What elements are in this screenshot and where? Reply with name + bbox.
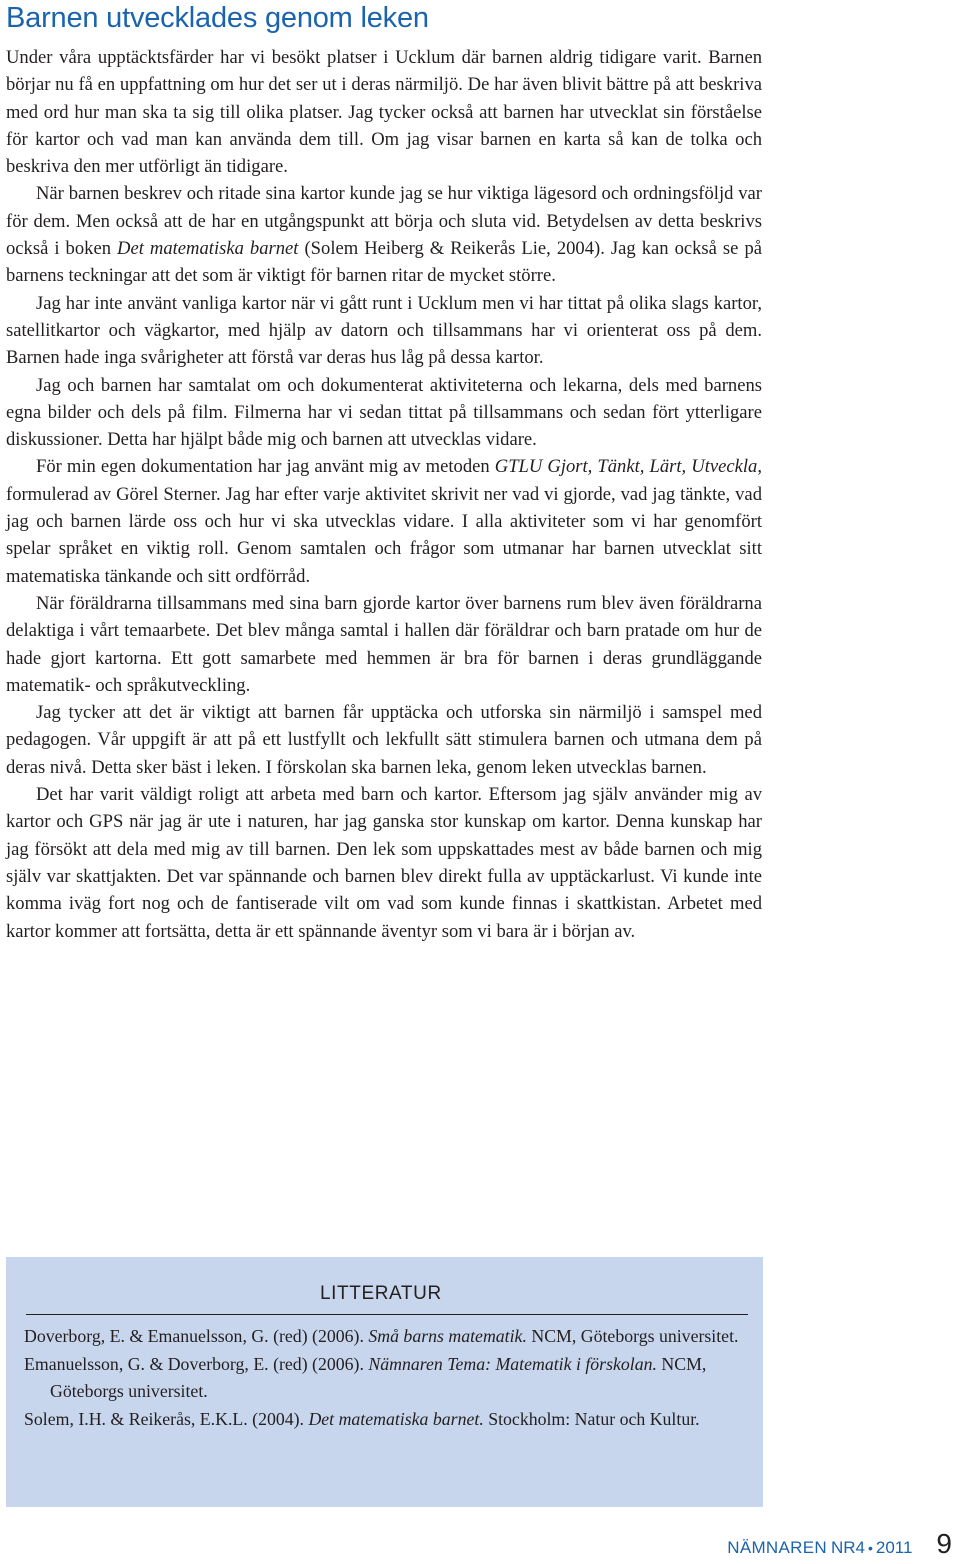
reference-title: Det matematiska barnet. [308,1409,484,1429]
paragraph-6: När föräldrarna tillsammans med sina barn gjorde kartor över barnens rum blev även föräldrarna delaktiga i vårt temaarbete. Det blev många samtal i hallen där föräldrar och barn pratade om hur de hade gjort kartorna. Ett gott samarbete med hemmen är bra för barnen i deras grundläggande matematik- och språkutveckling. [6,592,762,696]
paragraph-5-tail: , formulerad av Görel Sterner. Jag har efter varje aktivitet skrivit ner vad vi gjorde, vad jag tänkte, vad jag och barnen lärde oss och hur vi ska utvecklas vidare. I alla aktiviteter som vi har genomfört spelar språket en viktig roll. Genom samtalen och frågor som utmanar har barnen utvecklat sitt matematiska tänkande och sitt ordförråd. [6,456,762,587]
reference-title: Små barns matematik. [368,1326,527,1346]
magazine-name: NÄMNAREN [727,1538,827,1557]
paragraph-5 [6,453,762,589]
reference-item [24,1323,744,1350]
method-name-italic: GTLU Gjort, Tänkt, Lärt, Utveckla [494,456,758,478]
literature-box [6,1257,763,1507]
paragraph-2 [6,180,762,289]
paragraph-7: Jag tycker att det är viktigt att barnen får upptäcka och utforska sin närmiljö i samspel med pedagogen. Vår uppgift är att på ett lustfyllt och lekfullt sätt stimulera barnen och utmana dem på deras nivå. Detta sker bäst i leken. I förskolan ska barnen leka, genom leken utvecklas barnen. [6,702,762,778]
paragraph-2-text: När barnen beskrev och ritade sina kartor kunde jag se hur viktiga lägesord och ordningsföljd var för dem. Men också att de har en utgångspunkt att börja och sluta vid. Betydelsen av detta beskrivs också i boken [6,183,762,260]
reference-authors: Doverborg, E. & Emanuelsson, G. (red) (2006). [24,1326,369,1346]
reference-authors: Solem, I.H. & Reikerås, E.K.L. (2004). [24,1409,309,1429]
reference-item [24,1406,744,1433]
issue-number: NR4 [830,1538,865,1557]
article-heading: Barnen utvecklades genom leken [6,2,429,34]
paragraph-4: Jag och barnen har samtalat om och dokumenterat aktiviteterna och lekarna, dels med barnens egna bilder och dels på film. Filmerna har vi sedan tittat på tillsammans och sedan fört ytterligare diskussioner. Detta har hjälpt både mig och barnen att utvecklas vidare. [6,374,762,451]
separator-dot-icon: • [867,1540,873,1556]
book-title-italic: Det matematiska barnet [117,238,299,260]
reference-item [24,1351,744,1405]
paragraph-5-text: För min egen dokumentation har jag använt mig av metoden [36,456,495,478]
reference-publisher: Stockholm: Natur och Kultur. [483,1409,700,1429]
paragraph-8: Det har varit väldigt roligt att arbeta med barn och kartor. Eftersom jag själv använder mig av kartor och GPS när jag är ute i naturen, har jag ganska stor kunskap om kartor. Denna kunskap har jag försökt att dela med mig av till barnen. Den lek som uppskattades mest av både barnen och mig själv var skattjakten. Det var spännande och barnen blev direkt fulla av upptäckarlust. Vi kunde inte komma iväg fort nog och de fantiserade vilt om vad som kunde finnas i skattkistan. Arbetet med kartor kommer att fortsätta, detta är ett spännande äventyr som vi bara är i början av. [6,784,762,942]
paragraph-3: Jag har inte använt vanliga kartor när vi gått runt i Ucklum men vi har tittat på olika slags kartor, satellitkartor och vägkartor, med hjälp av datorn och tillsammans har vi orienterat oss på dem. Barnen hade inga svårigheter att förstå var deras hus låg på dessa kartor. [6,292,762,369]
reference-list [24,1323,744,1434]
literature-divider [26,1314,748,1315]
literature-title: LITTERATUR [320,1283,442,1304]
page-footer [727,1528,952,1560]
reference-publisher: NCM, Göteborgs universitet. [526,1326,739,1346]
reference-title: Nämnaren Tema: Matematik i förskolan. [368,1354,657,1374]
issue-year: 2011 [875,1538,913,1557]
reference-authors: Emanuelsson, G. & Doverborg, E. (red) (2006). [24,1354,369,1374]
page-number: 9 [936,1528,952,1559]
article-body [6,44,762,945]
paragraph-1: Under våra upptäcktsfärder har vi besökt platser i Ucklum där barnen aldrig tidigare varit. Barnen börjar nu få en uppfattning om hur det ser ut i deras närmiljö. De har även blivit bättre på att beskriva med ord hur man ska ta sig till olika platser. Jag tycker också att barnen har utvecklat sin förståelse för kartor och vad man kan använda dem till. Om jag visar barnen en karta så kan de tolka och beskriva den mer utförligt än tidigare. [6,47,762,178]
reference-publisher: NCM, Göteborgs universitet. [50,1354,707,1401]
paragraph-2-tail: (Solem Heiberg & Reikerås Lie, 2004). Jag kan också se på barnens teckningar att det som är viktigt för barnen ritar de mycket större. [6,238,762,287]
